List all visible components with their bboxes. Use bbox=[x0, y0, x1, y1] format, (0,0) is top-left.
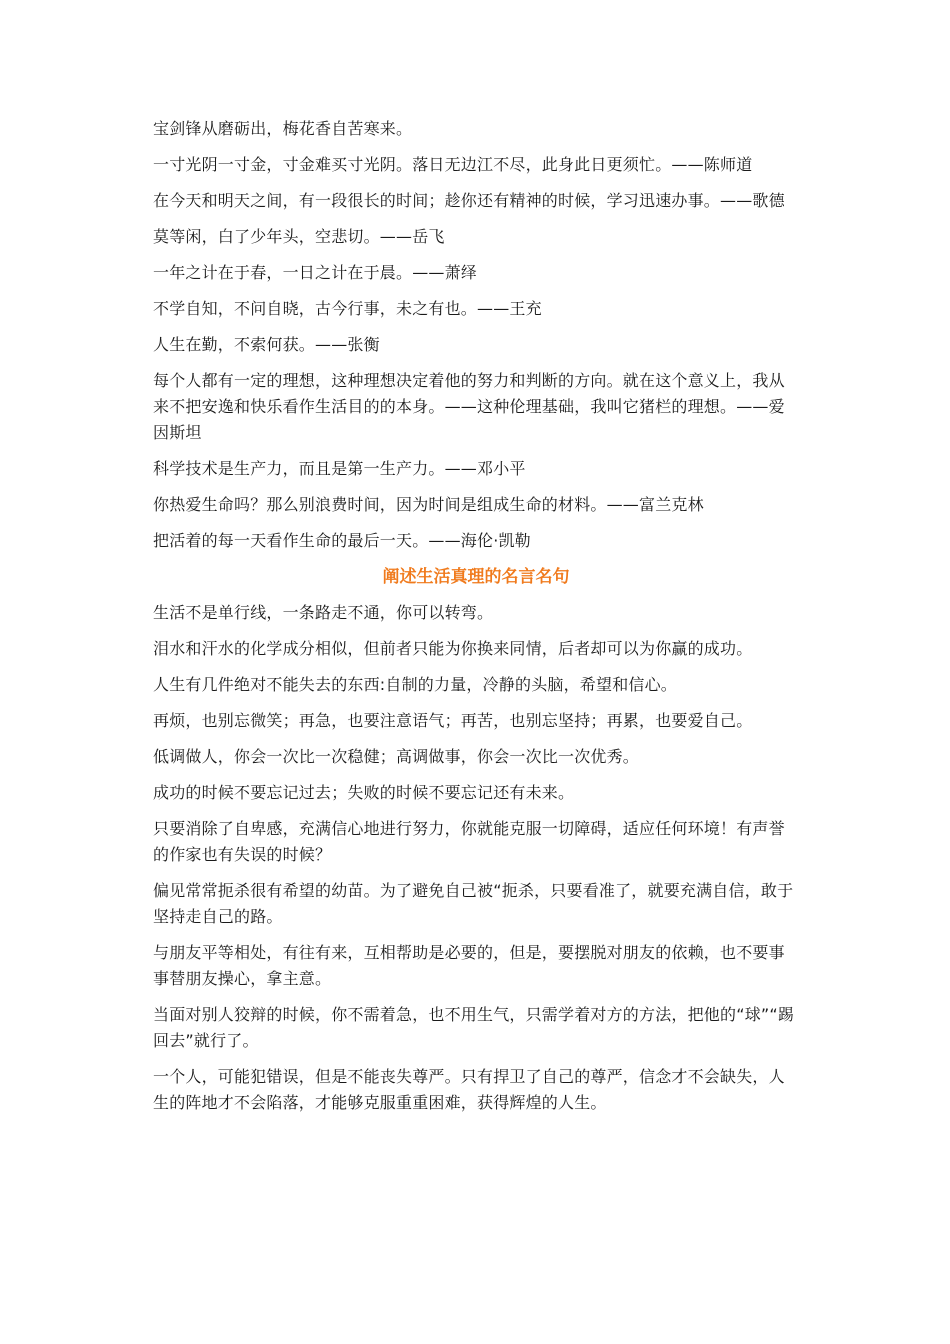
quote-paragraph: 再烦，也别忘微笑；再急，也要注意语气；再苦，也别忘坚持；再累，也要爱自己。 bbox=[153, 711, 753, 730]
quote-paragraph: 一年之计在于春，一日之计在于晨。——萧绎 bbox=[153, 263, 478, 282]
section-heading: 阐述生活真理的名言名句 bbox=[382, 567, 570, 587]
quote-paragraph: 一寸光阴一寸金，寸金难买寸光阴。落日无边江不尽，此身此日更须忙。——陈师道 bbox=[153, 155, 753, 174]
quote-paragraph: 人生在勤，不索何获。——张衡 bbox=[153, 335, 380, 354]
quote-paragraph: 科学技术是生产力，而且是第一生产力。——邓小平 bbox=[153, 459, 526, 478]
quote-paragraph: 泪水和汗水的化学成分相似，但前者只能为你换来同情，后者却可以为你赢的成功。 bbox=[153, 639, 753, 658]
quote-paragraph: 在今天和明天之间，有一段很长的时间；趁你还有精神的时候，学习迅速办事。——歌德 bbox=[153, 191, 785, 210]
quote-paragraph: 与朋友平等相处，有往有来，互相帮助是必要的，但是，要摆脱对朋友的依赖，也不要事事替朋友操心，拿主意。 bbox=[153, 943, 785, 988]
quote-paragraph: 人生有几件绝对不能失去的东西:自制的力量，冷静的头脑，希望和信心。 bbox=[153, 675, 677, 694]
quote-paragraph: 低调做人，你会一次比一次稳健；高调做事，你会一次比一次优秀。 bbox=[153, 747, 640, 766]
quote-paragraph: 宝剑锋从磨砺出，梅花香自苦寒来。 bbox=[153, 119, 413, 138]
quote-paragraph: 莫等闲，白了少年头，空悲切。——岳飞 bbox=[153, 227, 445, 246]
quote-paragraph: 每个人都有一定的理想，这种理想决定着他的努力和判断的方向。就在这个意义上，我从来不把安逸和快乐看作生活目的的本身。——这种伦理基础，我叫它猪栏的理想。——爱因斯坦 bbox=[153, 371, 785, 442]
quote-paragraph: 你热爱生命吗？那么别浪费时间，因为时间是组成生命的材料。——富兰克林 bbox=[153, 495, 704, 514]
quote-paragraph: 一个人，可能犯错误，但是不能丧失尊严。只有捍卫了自己的尊严，信念才不会缺失，人生的阵地才不会陷落，才能够克服重重困难，获得辉煌的人生。 bbox=[153, 1067, 785, 1112]
quote-paragraph: 不学自知，不问自晓，古今行事，未之有也。——王充 bbox=[153, 299, 542, 318]
quote-paragraph: 偏见常常扼杀很有希望的幼苗。为了避免自己被“扼杀，只要看准了，就要充满自信，敢于坚持走自己的路。 bbox=[153, 881, 794, 926]
quote-paragraph: 生活不是单行线，一条路走不通，你可以转弯。 bbox=[153, 603, 494, 622]
document-content bbox=[153, 116, 799, 1126]
quote-paragraph: 只要消除了自卑感，充满信心地进行努力，你就能克服一切障碍，适应任何环境！有声誉的作家也有失误的时候？ bbox=[153, 819, 785, 864]
quote-paragraph: 成功的时候不要忘记过去；失败的时候不要忘记还有未来。 bbox=[153, 783, 575, 802]
quote-paragraph: 当面对别人狡辩的时候，你不需着急，也不用生气，只需学着对方的方法，把他的“球”“踢回去”就行了。 bbox=[153, 1005, 795, 1050]
quote-paragraph: 把活着的每一天看作生命的最后一天。——海伦·凯勒 bbox=[153, 531, 531, 550]
